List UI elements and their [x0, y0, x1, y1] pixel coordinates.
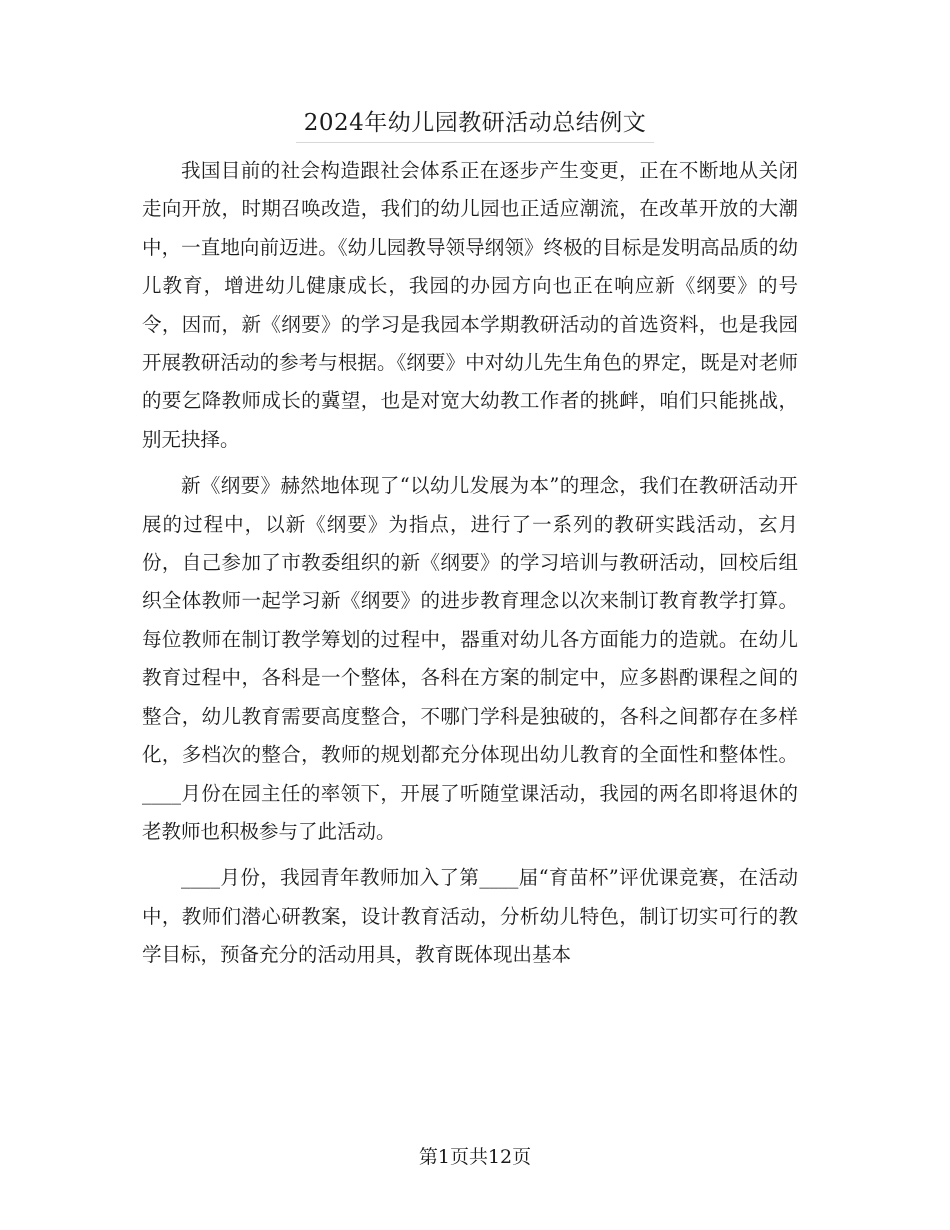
document-body [142, 152, 798, 983]
paragraph-3: ____月份，我园青年教师加入了第____届“育苗杯”评优课竞赛，在活动中，教师们潜心研教案，设计教育活动，分析幼儿特色，制订切实可行的教学目标，预备充分的活动用具，教育既体现出基本 [142, 866, 798, 967]
title-underline [296, 142, 654, 143]
page-footer: 第1页共12页 [418, 1146, 532, 1168]
paragraph-1: 我国目前的社会构造跟社会体系正在逐步产生变更，正在不断地从关闭走向开放，时期召唤改造，我们的幼儿园也正适应潮流，在改革开放的大潮中，一直地向前迈进。《幼儿园教导领导纲领》终极的目标是发明高品质的幼儿教育，增进幼儿健康成长，我园的办园方向也正在响应新《纲要》的号令，因而，新《纲要》的学习是我园本学期教研活动的首选资料，也是我园开展教研活动的参考与根据。《纲要》中对幼儿先生角色的界定，既是对老师的要乞降教师成长的冀望，也是对宽大幼教工作者的挑衅，咱们只能挑战，别无抉择。 [142, 159, 798, 451]
document-title: 2024年幼儿园教研活动总结例文 [303, 110, 647, 136]
paragraph-2: 新《纲要》赫然地体现了“以幼儿发展为本”的理念，我们在教研活动开展的过程中，以新《纲要》为指点，进行了一系列的教研实践活动，玄月份，自己参加了市教委组织的新《纲要》的学习培训与教研活动，回校后组织全体教师一起学习新《纲要》的进步教育理念以次来制订教育教学打算。每位教师在制订教学筹划的过程中，器重对幼儿各方面能力的造就。在幼儿教育过程中，各科是一个整体，各科在方案的制定中，应多斟酌课程之间的整合，幼儿教育需要高度整合，不哪门学科是独破的，各科之间都存在多样化，多档次的整合，教师的规划都充分体现出幼儿教育的全面性和整体性。____月份在园主任的率领下，开展了听随堂课活动，我园的两名即将退休的老教师也积极参与了此活动。 [142, 474, 798, 843]
